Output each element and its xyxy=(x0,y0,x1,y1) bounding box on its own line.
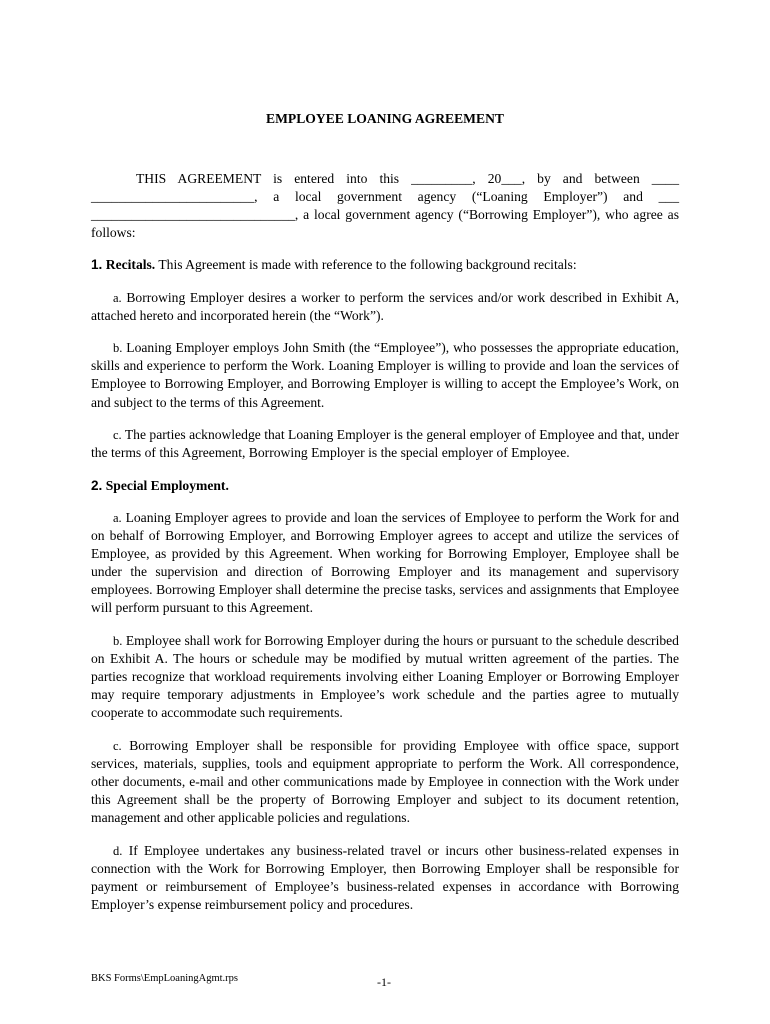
recital-paragraph-c xyxy=(91,426,679,462)
paragraph-text: The parties acknowledge that Loaning Employer is the general employer of Employee and that, under the terms of this Agreement, Borrowing Employer is the special employer of Employee. xyxy=(91,427,679,461)
recital-paragraph-b xyxy=(91,339,679,411)
section-heading-recitals xyxy=(91,256,679,274)
document-title: EMPLOYEE LOANING AGREEMENT xyxy=(266,111,504,126)
special-employment-paragraph-b xyxy=(91,632,679,722)
preamble-paragraph: THIS AGREEMENT is entered into this _________, 20___, by and between ____ ________________________, a local government agency (“Loaning Employer”) and ___ ______________________________, a local government agency (“Borrowing Employer”), who agree as follows: xyxy=(91,171,679,241)
special-employment-paragraph-c xyxy=(91,737,679,827)
paragraph-text: Loaning Employer agrees to provide and loan the services of Employee to perform the Work for and on behalf of Borrowing Employer, and Borrowing Employer agrees to accept and utilize the services of Employee, as provided by this Agreement. When working for Borrowing Employer, Employee shall be under the supervision and direction of Borrowing Employer and its management and supervisory employees. Borrowing Employer shall determine the precise tasks, services and assignments that Employee will perform pursuant to this Agreement. xyxy=(91,509,679,616)
paragraph-text: Borrowing Employer desires a worker to perform the services and/or work described in Exhibit A, attached hereto and incorporated herein (the “Work”). xyxy=(91,289,679,323)
paragraph-label: a. xyxy=(113,510,122,525)
paragraph-label: b. xyxy=(113,341,123,356)
special-employment-paragraph-a xyxy=(91,509,679,618)
section-number: 2. xyxy=(91,477,103,493)
paragraph-text: Employee shall work for Borrowing Employer during the hours or pursuant to the schedule described on Exhibit A. The hours or schedule may be modified by mutual written agreement of the parties. The parties recognize that workload requirements involving either Loaning Employer or Borrowing Employer may require temporary adjustments in Employee’s work schedule and the parties agree to mutually cooperate to accommodate such requirements. xyxy=(91,632,679,721)
footer-file-path: BKS Forms\EmpLoaningAgmt.rps xyxy=(91,973,239,984)
page-footer xyxy=(91,973,679,987)
paragraph-label: a. xyxy=(113,290,122,305)
paragraph-label: c. xyxy=(113,738,122,753)
paragraph-label: c. xyxy=(113,428,122,443)
paragraph-text: Loaning Employer employs John Smith (the “Employee”), who possesses the appropriate education, skills and experience to perform the Work. Loaning Employer is willing to provide and loan the services of Employee to Borrowing Employer, and Borrowing Employer is willing to accept the Employee’s Work, on and subject to the terms of this Agreement. xyxy=(91,340,679,410)
page-number: -1- xyxy=(377,975,391,989)
section-title: Special Employment. xyxy=(105,477,229,493)
paragraph-text: If Employee undertakes any business-related travel or incurs other business-related expenses in connection with the Work for Borrowing Employer, then Borrowing Employer shall be responsible for payment or reimbursement of Employee’s business-related expenses in accordance with Borrowing Employer’s expense reimbursement policy and procedures. xyxy=(91,842,679,913)
section-heading-special-employment xyxy=(91,477,679,495)
section-number: 1. xyxy=(91,257,103,273)
special-employment-paragraph-d xyxy=(91,842,679,914)
section-intro: This Agreement is made with reference to the following background recitals: xyxy=(158,257,577,273)
paragraph-label: b. xyxy=(113,633,123,648)
recital-paragraph-a xyxy=(91,289,679,325)
section-title: Recitals. xyxy=(105,257,156,273)
document-body xyxy=(91,110,679,929)
paragraph-text: Borrowing Employer shall be responsible for providing Employee with office space, support services, materials, supplies, tools and equipment appropriate to perform the Work. All correspondence, other documents, e-mail and other communications made by Employee in connection with the Work under this Agreement shall be the property of Borrowing Employer and subject to its document retention, management and other applicable policies and regulations. xyxy=(91,737,679,826)
paragraph-label: d. xyxy=(113,843,123,858)
